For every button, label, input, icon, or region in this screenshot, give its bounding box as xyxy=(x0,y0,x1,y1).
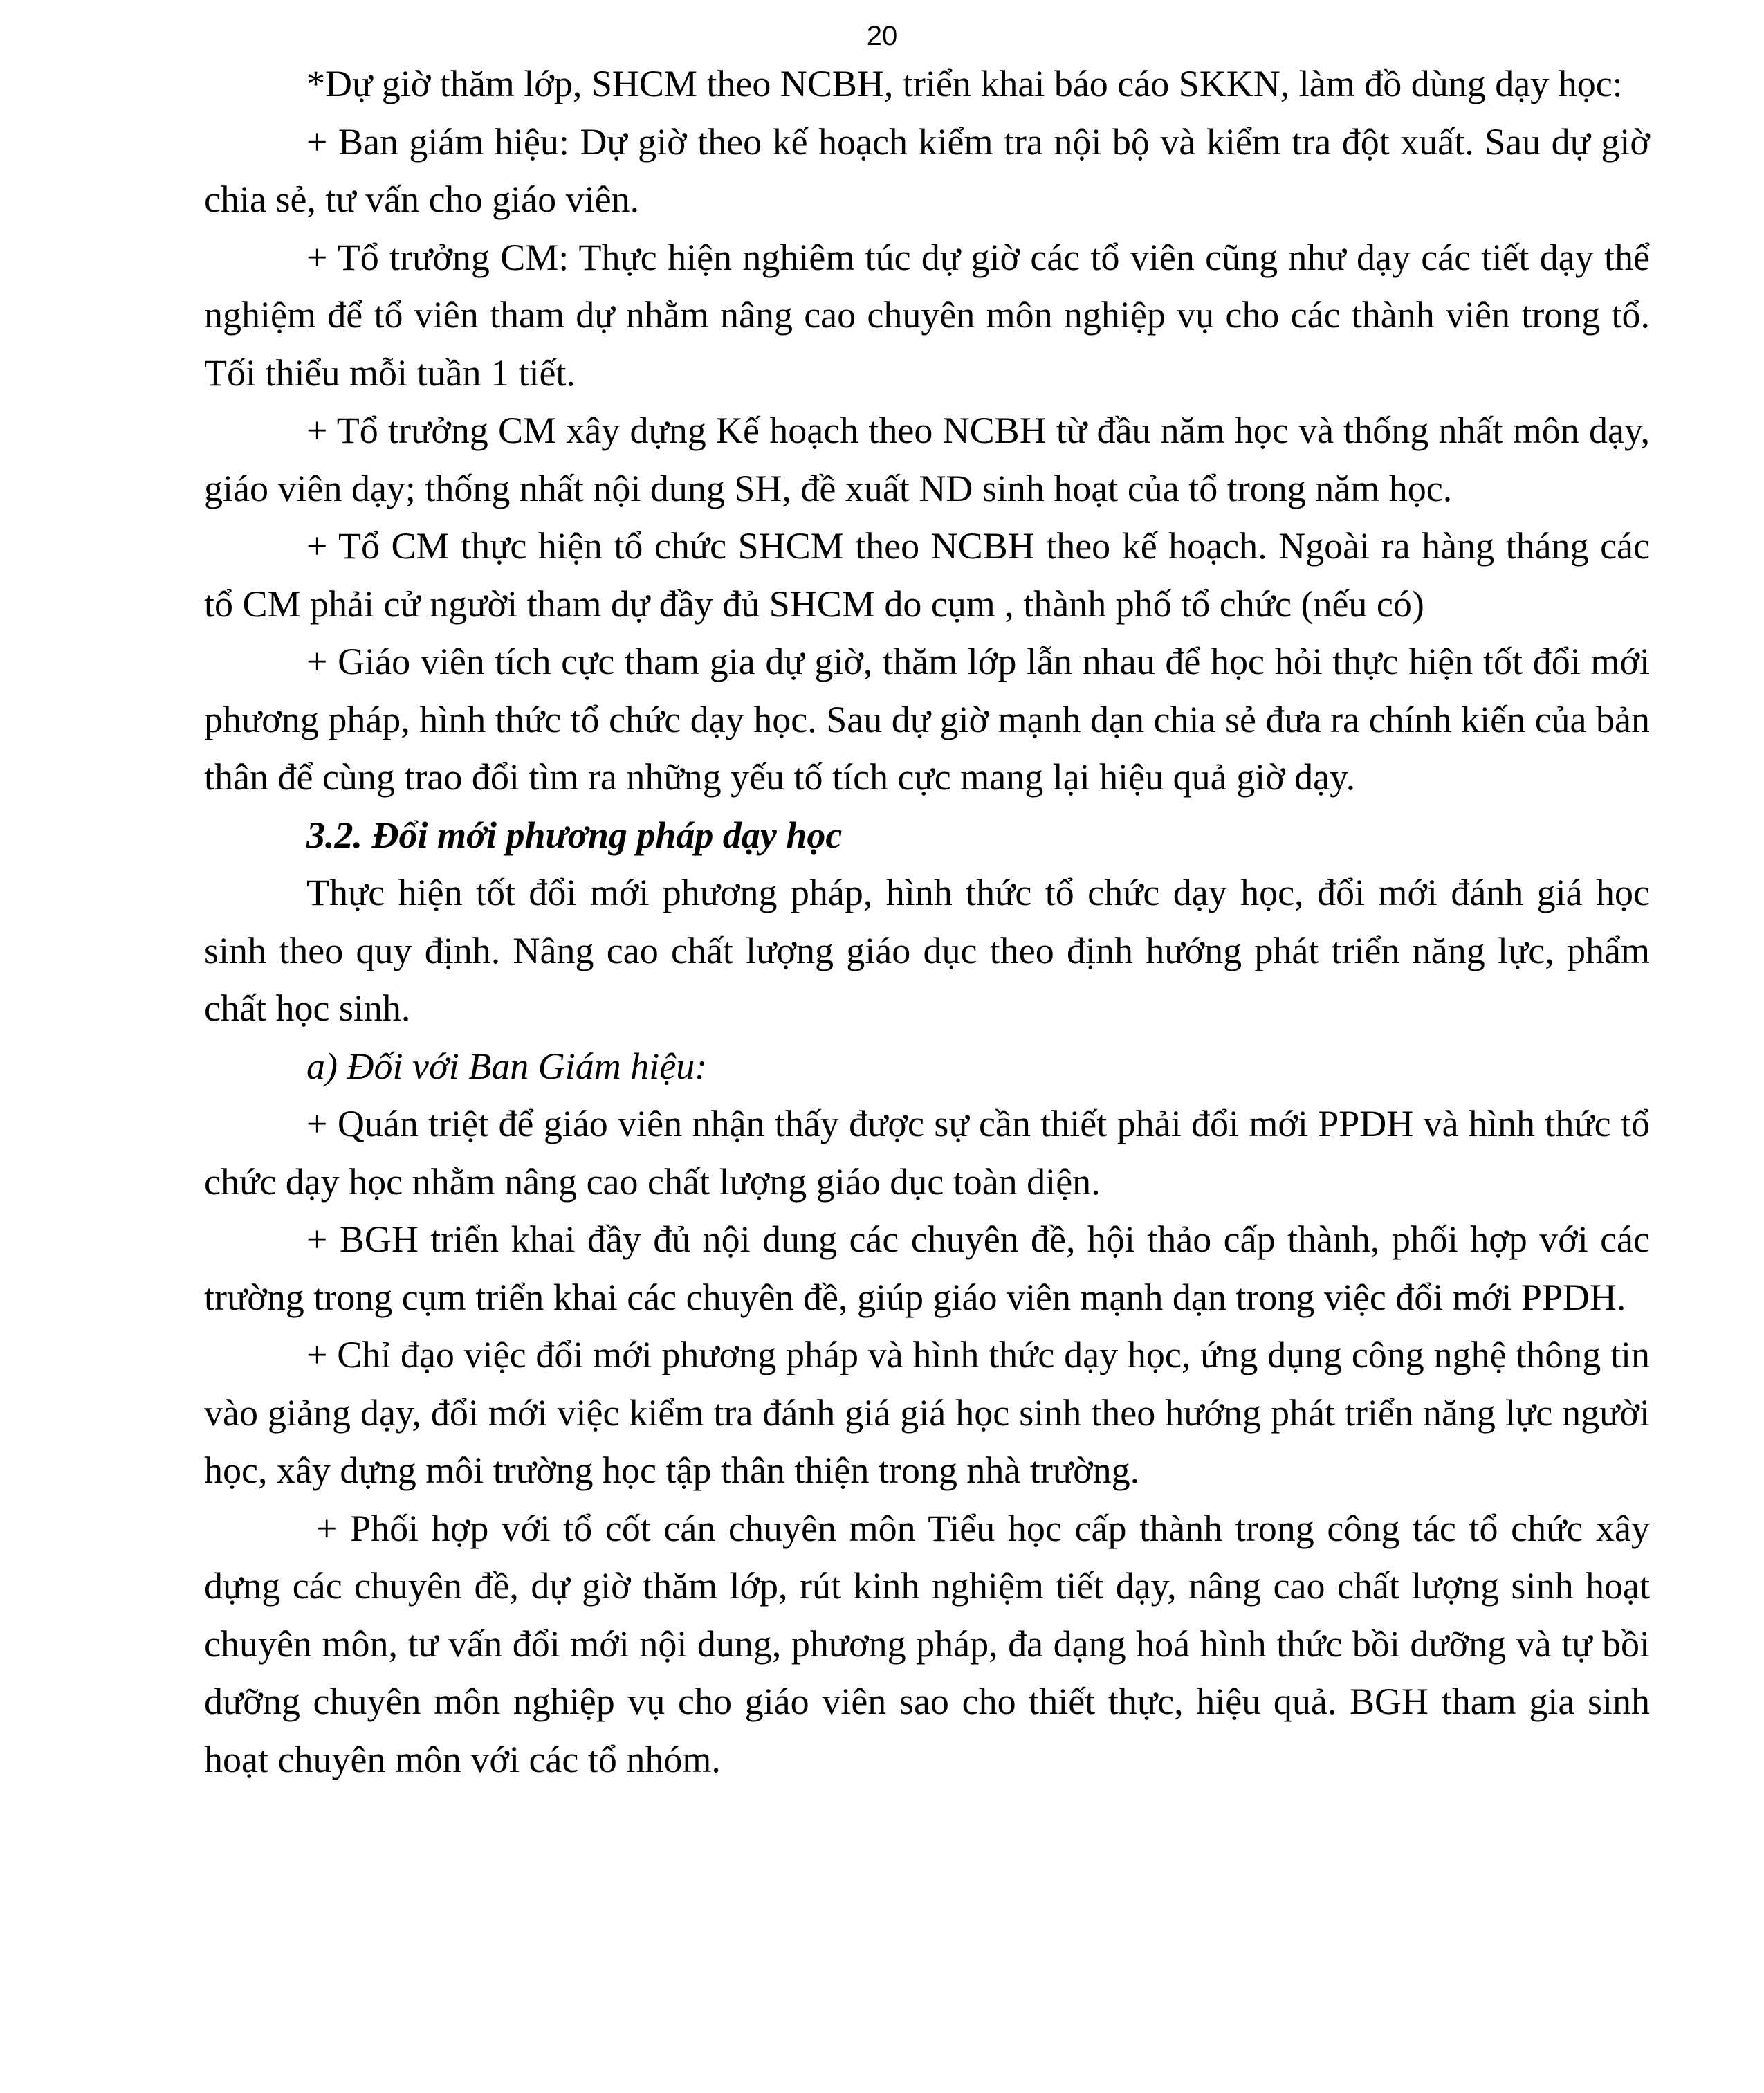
paragraph-team-shcm: + Tổ CM thực hiện tổ chức SHCM theo NCBH theo kế hoạch. Ngoài ra hàng tháng các tổ CM phải cử người tham dự đầy đủ SHCM do cụm , thành phố tổ chức (nếu có) xyxy=(204,525,1650,625)
paragraph-coordination: + Phối hợp với tổ cốt cán chuyên môn Tiểu học cấp thành trong công tác tổ chức xây dựng các chuyên đề, dự giờ thăm lớp, rút kinh nghiệm tiết dạy, nâng cao chất lượng sinh hoạt chuyên môn, tư vấn đổi mới nội dung, phương pháp, đa dạng hoá hình thức bồi dưỡng và tự bồi dưỡng chuyên môn nghiệp vụ cho giáo viên sao cho thiết thực, hiệu quả. BGH tham gia sinh hoạt chuyên môn với các tổ nhóm. xyxy=(204,1507,1650,1780)
paragraph-direction: + Chỉ đạo việc đổi mới phương pháp và hình thức dạy học, ứng dụng công nghệ thông tin vào giảng dạy, đổi mới việc kiểm tra đánh giá giá học sinh theo hướng phát triển năng lực người học, xây dựng môi trường học tập thân thiện trong nhà trường. xyxy=(204,1334,1650,1491)
paragraph-board-guidance: + Quán triệt để giáo viên nhận thấy được sự cần thiết phải đổi mới PPDH và hình thức tổ chức dạy học nhằm nâng cao chất lượng giáo dục toàn diện. xyxy=(204,1103,1650,1203)
paragraph-board-topics: + BGH triển khai đầy đủ nội dung các chuyên đề, hội thảo cấp thành, phối hợp với các trường trong cụm triển khai các chuyên đề, giúp giáo viên mạnh dạn trong việc đổi mới PPDH. xyxy=(204,1218,1650,1318)
subsection-heading: a) Đối với Ban Giám hiệu: xyxy=(306,1045,708,1087)
paragraph-team-leader-observation: + Tổ trưởng CM: Thực hiện nghiêm túc dự giờ các tổ viên cũng như dạy các tiết dạy thể nghiệm để tổ viên tham dự nhằm nâng cao chuyên môn nghiệp vụ cho các thành viên trong tổ. Tối thiểu mỗi tuần 1 tiết. xyxy=(204,236,1650,394)
page-number: 20 xyxy=(866,21,898,51)
section-heading: 3.2. Đổi mới phương pháp dạy học xyxy=(306,814,843,856)
document-body xyxy=(204,55,1650,1789)
paragraph-board-observation: + Ban giám hiệu: Dự giờ theo kế hoạch kiểm tra nội bộ và kiểm tra đột xuất. Sau dự giờ chia sẻ, tư vấn cho giáo viên. xyxy=(204,120,1650,220)
paragraph-observation-intro: *Dự giờ thăm lớp, SHCM theo NCBH, triển khai báo cáo SKKN, làm đồ dùng dạy học: xyxy=(306,63,1623,104)
paragraph-teacher-observation: + Giáo viên tích cực tham gia dự giờ, thăm lớp lẫn nhau để học hỏi thực hiện tốt đổi mới phương pháp, hình thức tổ chức dạy học. Sau dự giờ mạnh dạn chia sẻ đưa ra chính kiến của bản thân để cùng trao đổi tìm ra những yếu tố tích cực mang lại hiệu quả giờ dạy. xyxy=(204,641,1650,798)
paragraph-method-intro: Thực hiện tốt đổi mới phương pháp, hình thức tổ chức dạy học, đổi mới đánh giá học sinh theo quy định. Nâng cao chất lượng giáo dục theo định hướng phát triển năng lực, phẩm chất học sinh. xyxy=(204,872,1650,1029)
paragraph-team-leader-plan: + Tổ trưởng CM xây dựng Kế hoạch theo NCBH từ đầu năm học và thống nhất môn dạy, giáo viên dạy; thống nhất nội dung SH, đề xuất ND sinh hoạt của tổ trong năm học. xyxy=(204,410,1650,509)
